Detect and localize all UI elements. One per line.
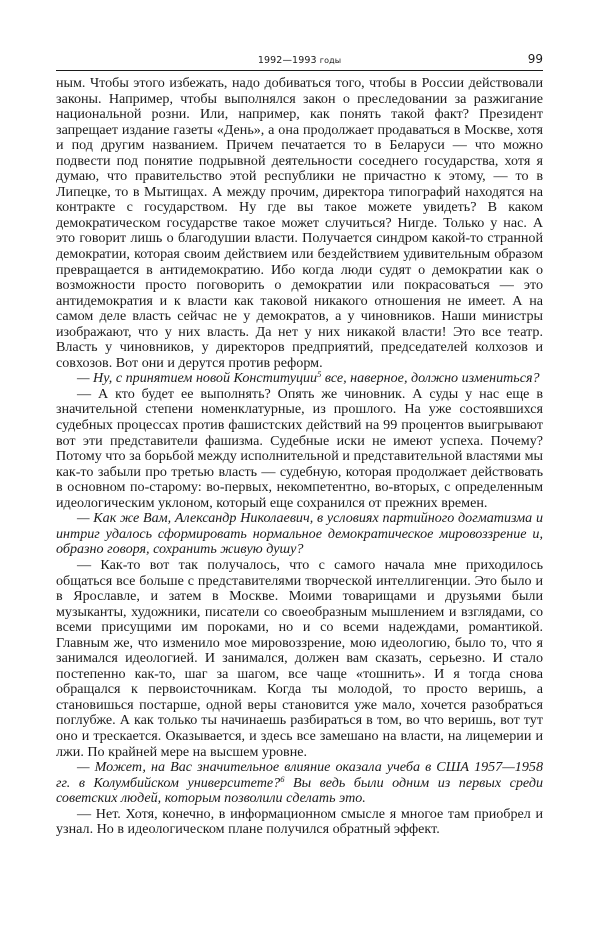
paragraph-continuation: ным. Чтобы этого избежать, надо добиваться того, чтобы в России действовали законы. Например, чтобы выполнялся закон о преследовании за разжигание национальной розни. Или, например, как понять такой факт? Президент запрещает издание газеты «День», а она продолжает продаваться в Москве, хотя и под другим названием. Причем печатается то в Беларуси — что можно подвести под понятие подрывной деятельности соседнего государства, хотя я думаю, что правительство этой республики не причастно к этому, — то в Липецке, то в Мытищах. А между прочим, директора типографий находятся на контракте с государством. Ну где вы такое можете увидеть? В каком демократическом государстве такое может случиться? Нигде. Только у нас. А это говорит лишь о благодушии власти. Получается синдром какой-то странной демократии, которая своим действием или бездействием удивительным образом превращается в антидемократию. Ибо когда люди судят о демократии как о возможности просто поговорить о демократии или покрасоваться — это антидемократия и к власти как таковой никакого отношения не имеет. А на самом деле власть сейчас не у демократов, а у чиновников. Наши министры изображают, что у них власть. Да нет у них никакой власти! Это все театр. Власть у чиновников, у директоров предприятий, председателей колхозов и совхозов. Вот они и дерутся против реформ. <box>56 75 543 371</box>
running-head-years: 1992—1993 <box>257 55 317 66</box>
interview-answer: — Как-то вот так получалось, что с самого начала мне приходилось общаться все больше с представителями творческой интеллигенции. Это было и в Ярославле, и затем в Москве. Моими товарищами и друзьями были музыканты, художники, писатели со своеобразным мышлением и взглядами, со всеми присущими им пороками, но и со всеми надеждами, романтикой. Главным же, что изменило мое мировоззрение, мою идеологию, было то, что я занимался идеологией. И занимался, должен вам сказать, серьезно. И стало постепенно как-то, шаг за шагом, все чаще «тошнить». И я тогда снова обращался к первоисточникам. Когда ты молодой, то просто веришь, а становишься постарше, одной веры становится уже мало, хочется разобраться поглубже. А как только ты начинаешь разбираться в том, во что веришь, вот тут оно и трескается. Оказывается, и здесь все замешано на власти, на лицемерии и лжи. По крайней мере на высшем уровне. <box>56 556 543 760</box>
interview-question: — Как же Вам, Александр Николаевич, в условиях партийного догматизма и интриг удалось сформировать нормальное демократическое мировоззрение и, образно говоря, сохранить живую душу? <box>56 510 543 558</box>
interview-answer: — Нет. Хотя, конечно, в информационном смысле я многое там приобрел и узнал. Но в идеологическом плане получился обратный эффект. <box>56 805 543 838</box>
question-text: — Ну, с принятием новой Конституции <box>77 370 318 387</box>
running-head <box>56 52 543 71</box>
interview-question <box>56 760 543 807</box>
page-number: 99 <box>527 52 543 66</box>
question-text: Вы ведь были одним из первых среди советских людей, которым позволили сделать это. <box>56 774 543 807</box>
question-text: — Может, на Вас значительное влияние оказала учеба в США 1957—1958 гг. в Колумбийском университете? <box>56 759 543 791</box>
interview-question <box>56 371 543 387</box>
question-text: все, наверное, должно измениться? <box>321 370 540 387</box>
body-text <box>56 76 543 838</box>
interview-answer: — А кто будет ее выполнять? Опять же чиновник. А суды у нас еще в значительной степени номенклатурные, из прошлого. На уже состоявшихся судебных процессах против фашистских действий на 99 процентов выигрывают вот эти представители фашизма. Судебные иски не имеют успеха. Почему? Потому что за борьбой между исполнительной и представительной властями мы как-то забыли про третью власть — судебную, которая продолжает действовать в основном по-старому: во-первых, некомпетентно, во-вторых, с определенным идеологическим уклоном, который еще сохранился от прежних времен. <box>56 385 543 511</box>
footnote-ref[interactable]: 6 <box>280 773 285 784</box>
running-head-title <box>56 55 543 66</box>
book-page <box>56 52 543 838</box>
running-head-years-suffix: годы <box>319 56 342 65</box>
footnote-ref[interactable]: 5 <box>317 369 322 380</box>
